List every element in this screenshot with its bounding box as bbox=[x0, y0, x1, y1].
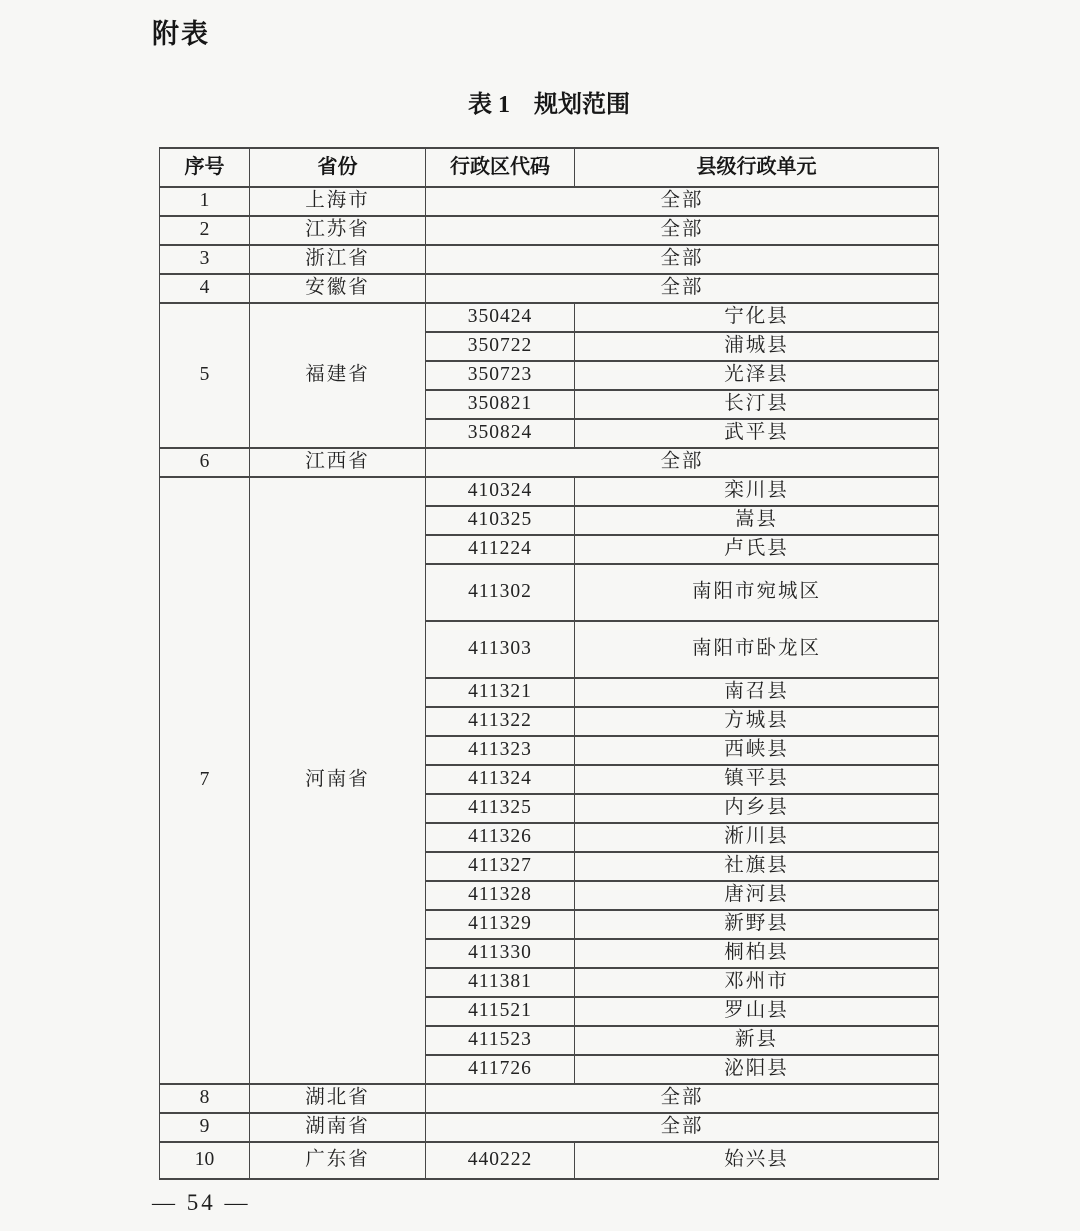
province-cell: 广东省 bbox=[250, 1142, 426, 1179]
code-cell: 350723 bbox=[426, 361, 575, 390]
unit-cell: 淅川县 bbox=[575, 823, 939, 852]
attachment-label: 附表 bbox=[152, 19, 210, 49]
code-cell: 411523 bbox=[426, 1026, 575, 1055]
unit-cell: 武平县 bbox=[575, 419, 939, 448]
province-cell: 福建省 bbox=[250, 303, 426, 448]
all-cell: 全部 bbox=[426, 245, 939, 274]
province-cell: 湖北省 bbox=[250, 1084, 426, 1113]
code-cell: 350821 bbox=[426, 390, 575, 419]
unit-cell: 邓州市 bbox=[575, 968, 939, 997]
unit-cell: 宁化县 bbox=[575, 303, 939, 332]
row-index-cell: 7 bbox=[160, 477, 250, 1084]
code-cell: 411325 bbox=[426, 794, 575, 823]
row-index-cell: 6 bbox=[160, 448, 250, 477]
unit-cell: 南阳市宛城区 bbox=[575, 564, 939, 621]
unit-cell: 嵩县 bbox=[575, 506, 939, 535]
header-cell-unit: 县级行政单元 bbox=[575, 148, 939, 187]
table-header-row bbox=[160, 148, 939, 187]
unit-cell: 西峡县 bbox=[575, 736, 939, 765]
all-cell: 全部 bbox=[426, 187, 939, 216]
planning-scope-table-container bbox=[159, 147, 939, 1180]
unit-cell: 光泽县 bbox=[575, 361, 939, 390]
all-cell: 全部 bbox=[426, 274, 939, 303]
code-cell: 411521 bbox=[426, 997, 575, 1026]
unit-cell: 罗山县 bbox=[575, 997, 939, 1026]
all-cell: 全部 bbox=[426, 1084, 939, 1113]
code-cell: 350722 bbox=[426, 332, 575, 361]
unit-cell: 社旗县 bbox=[575, 852, 939, 881]
unit-cell: 新野县 bbox=[575, 910, 939, 939]
unit-cell: 卢氏县 bbox=[575, 535, 939, 564]
all-cell: 全部 bbox=[426, 216, 939, 245]
code-cell: 411330 bbox=[426, 939, 575, 968]
unit-cell: 南召县 bbox=[575, 678, 939, 707]
row-index-cell: 3 bbox=[160, 245, 250, 274]
table-row bbox=[160, 1084, 939, 1113]
table-row bbox=[160, 274, 939, 303]
unit-cell: 方城县 bbox=[575, 707, 939, 736]
code-cell: 411322 bbox=[426, 707, 575, 736]
unit-cell: 浦城县 bbox=[575, 332, 939, 361]
code-cell: 411321 bbox=[426, 678, 575, 707]
code-cell: 411327 bbox=[426, 852, 575, 881]
table-title: 表 1 规划范围 bbox=[468, 92, 630, 118]
province-cell: 江苏省 bbox=[250, 216, 426, 245]
province-cell: 浙江省 bbox=[250, 245, 426, 274]
unit-cell: 内乡县 bbox=[575, 794, 939, 823]
code-cell: 411326 bbox=[426, 823, 575, 852]
code-cell: 411324 bbox=[426, 765, 575, 794]
unit-cell: 桐柏县 bbox=[575, 939, 939, 968]
row-index-cell: 2 bbox=[160, 216, 250, 245]
table-row bbox=[160, 245, 939, 274]
province-cell: 上海市 bbox=[250, 187, 426, 216]
table-row bbox=[160, 477, 939, 506]
all-cell: 全部 bbox=[426, 448, 939, 477]
planning-scope-table bbox=[159, 147, 939, 1180]
code-cell: 410325 bbox=[426, 506, 575, 535]
row-index-cell: 8 bbox=[160, 1084, 250, 1113]
code-cell: 411329 bbox=[426, 910, 575, 939]
code-cell: 411303 bbox=[426, 621, 575, 678]
row-index-cell: 1 bbox=[160, 187, 250, 216]
unit-cell: 始兴县 bbox=[575, 1142, 939, 1179]
province-cell: 河南省 bbox=[250, 477, 426, 1084]
code-cell: 411381 bbox=[426, 968, 575, 997]
table-body bbox=[160, 187, 939, 1179]
page-number: — 54 — bbox=[152, 1190, 251, 1215]
code-cell: 440222 bbox=[426, 1142, 575, 1179]
code-cell: 411726 bbox=[426, 1055, 575, 1084]
table-row bbox=[160, 448, 939, 477]
row-index-cell: 5 bbox=[160, 303, 250, 448]
code-cell: 411328 bbox=[426, 881, 575, 910]
row-index-cell: 9 bbox=[160, 1113, 250, 1142]
table-row bbox=[160, 1142, 939, 1179]
all-cell: 全部 bbox=[426, 1113, 939, 1142]
code-cell: 350424 bbox=[426, 303, 575, 332]
code-cell: 350824 bbox=[426, 419, 575, 448]
header-cell-code: 行政区代码 bbox=[426, 148, 575, 187]
table-row bbox=[160, 216, 939, 245]
province-cell: 安徽省 bbox=[250, 274, 426, 303]
province-cell: 湖南省 bbox=[250, 1113, 426, 1142]
unit-cell: 唐河县 bbox=[575, 881, 939, 910]
code-cell: 411302 bbox=[426, 564, 575, 621]
header-cell-province: 省份 bbox=[250, 148, 426, 187]
code-cell: 411224 bbox=[426, 535, 575, 564]
unit-cell: 新县 bbox=[575, 1026, 939, 1055]
header-cell-index: 序号 bbox=[160, 148, 250, 187]
province-cell: 江西省 bbox=[250, 448, 426, 477]
row-index-cell: 4 bbox=[160, 274, 250, 303]
table-row bbox=[160, 187, 939, 216]
table-row bbox=[160, 1113, 939, 1142]
unit-cell: 镇平县 bbox=[575, 765, 939, 794]
table-header bbox=[160, 148, 939, 187]
unit-cell: 长汀县 bbox=[575, 390, 939, 419]
code-cell: 411323 bbox=[426, 736, 575, 765]
unit-cell: 南阳市卧龙区 bbox=[575, 621, 939, 678]
row-index-cell: 10 bbox=[160, 1142, 250, 1179]
table-row bbox=[160, 303, 939, 332]
unit-cell: 泌阳县 bbox=[575, 1055, 939, 1084]
unit-cell: 栾川县 bbox=[575, 477, 939, 506]
code-cell: 410324 bbox=[426, 477, 575, 506]
